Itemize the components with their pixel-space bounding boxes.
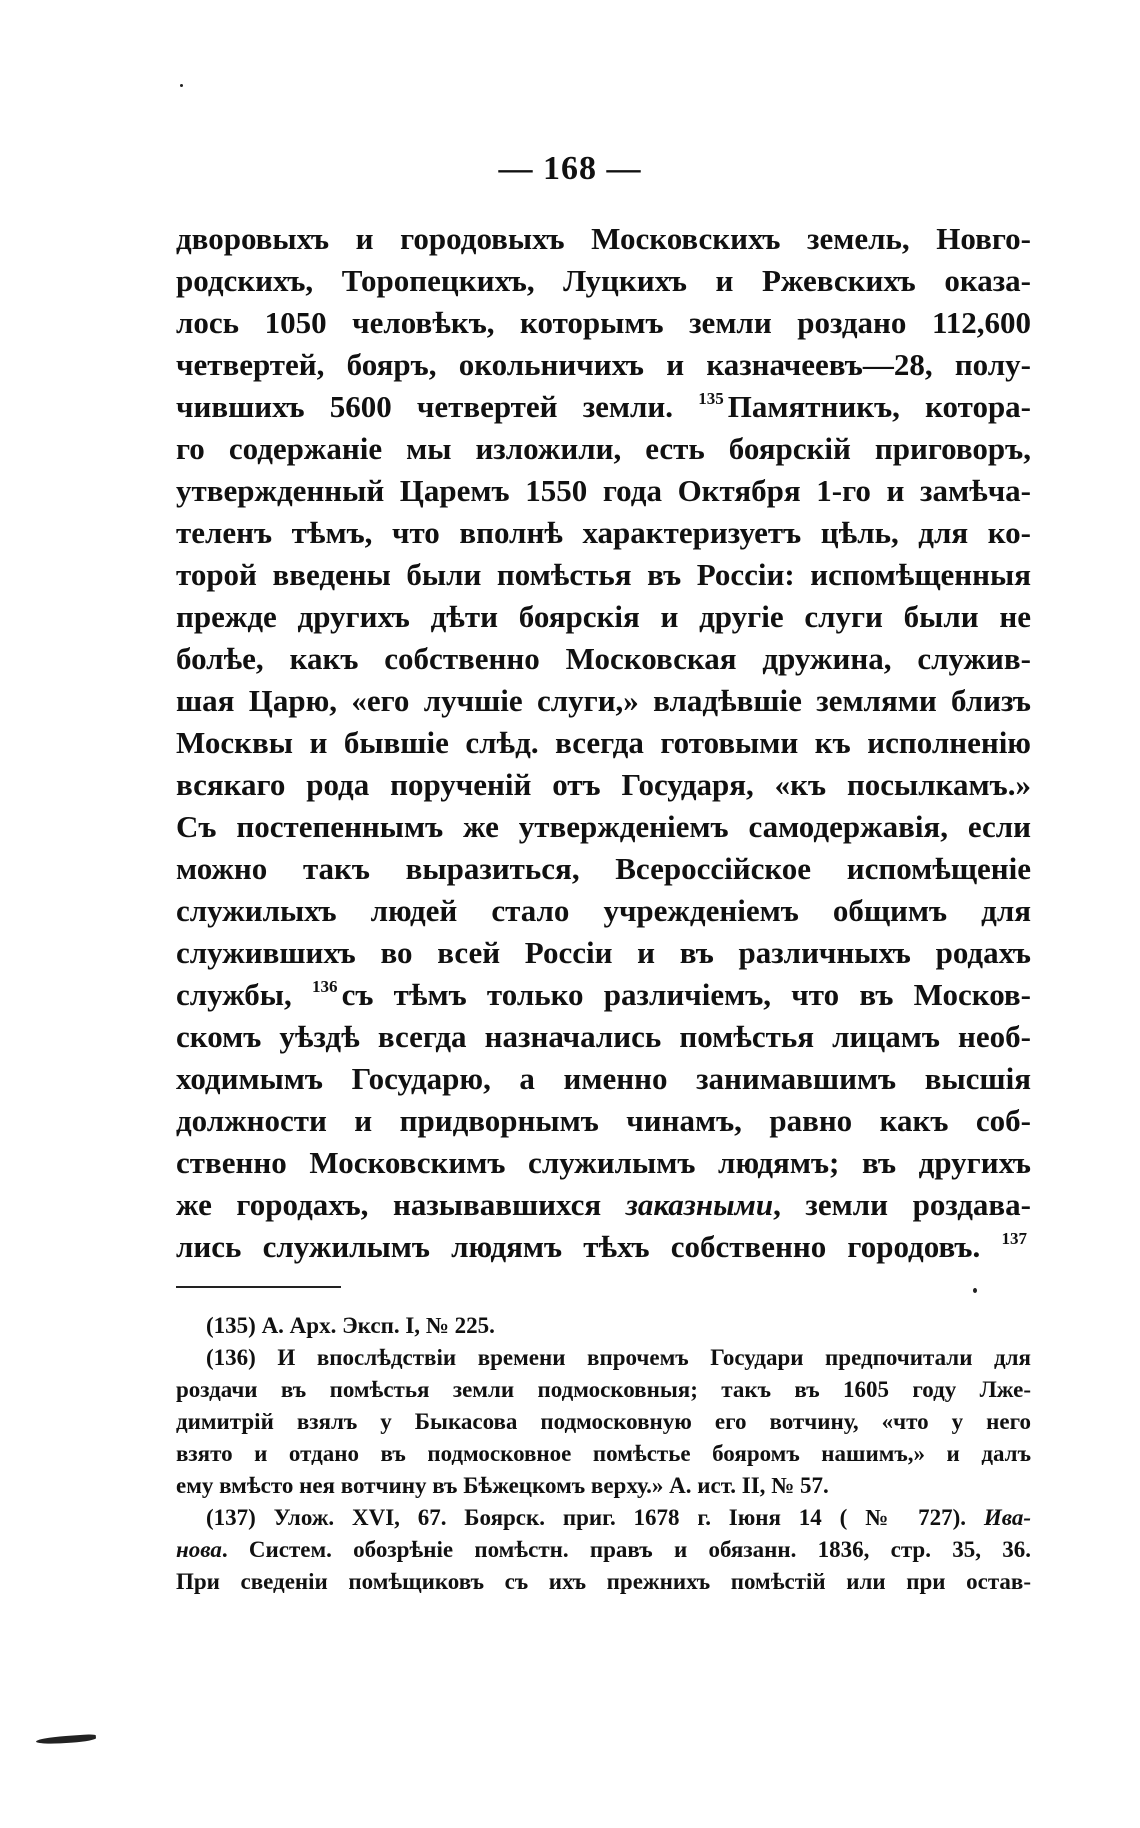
text-line [176,1566,1031,1598]
text-segment: взято и отдано въ подмосковное помѣстье бояромъ нашимъ,» и далъ [176,1441,1031,1466]
footnote [176,1342,1031,1502]
text-segment: прежде другихъ дѣти боярскія и другіе слуги были не [176,599,1031,634]
text-line [176,470,1031,512]
text-line [176,1100,1031,1142]
footnote-rule [176,1286,341,1288]
italic-text: заказными [625,1187,774,1222]
text-segment: можно такъ выразиться, Всероссійское испомѣщеніе [176,851,1031,886]
text-line [176,638,1031,680]
text-line [176,344,1031,386]
text-line [176,764,1031,806]
footnotes [176,1310,1031,1598]
body-text [176,218,1031,1268]
text-line [176,386,1031,428]
text-line [176,218,1031,260]
text-segment: Москвы и бывшіе слѣд. всегда готовыми къ исполненію [176,725,1031,760]
text-line [176,302,1031,344]
text-line [176,1470,1031,1502]
text-line [176,1406,1031,1438]
text-segment: . Систем. обозрѣніе помѣстн. правъ и обязанн. 1836, стр. 35, 36. [221,1537,1031,1562]
text-line [176,1310,1031,1342]
text-segment: торой введены были помѣстья въ Россіи: испомѣщенныя [176,557,1031,592]
footnote [176,1502,1031,1598]
text-segment: же городахъ, называвшихся [176,1187,626,1222]
text-line [176,1502,1031,1534]
text-segment: димитрій взялъ у Быкасова подмосковную его вотчину, «что у него [176,1409,1031,1434]
italic-text: Ива- [983,1505,1031,1530]
text-segment: чившихъ 5600 четвертей земли. [176,389,699,424]
text-segment: , земли роздава- [773,1187,1031,1222]
footnote-reference: 137 [1001,1229,1027,1249]
text-segment: болѣе, какъ собственно Московская дружина, служив- [176,641,1031,676]
text-line [176,1016,1031,1058]
text-line [176,554,1031,596]
text-segment: должности и придворнымъ чинамъ, равно какъ соб- [176,1103,1031,1138]
text-segment: всякаго рода порученій отъ Государя, «къ посылкамъ.» [176,767,1031,802]
page-number: — 168 — [498,150,642,187]
text-segment: съ тѣмъ только различіемъ, что въ Москов- [341,977,1031,1012]
text-line [176,1058,1031,1100]
text-segment: (136) И впослѣдствіи времени впрочемъ Государи предпочитали для [206,1345,1031,1370]
text-segment: го содержаніе мы изложили, есть боярскій приговоръ, [176,431,1031,466]
text-line [176,722,1031,764]
footnote [176,1310,1031,1342]
text-line [176,1374,1031,1406]
text-segment: дворовыхъ и городовыхъ Московскихъ земель, Новго- [176,221,1031,256]
text-line [176,596,1031,638]
text-segment: родскихъ, Торопецкихъ, Луцкихъ и Ржевскихъ оказа- [176,263,1031,298]
scan-speck [180,84,183,87]
text-segment: Памятникъ, котора- [727,389,1032,424]
text-segment: скомъ уѣздѣ всегда назначались помѣстья лицамъ необ- [176,1019,1031,1054]
footnote-reference: 136 [312,977,338,997]
text-line [176,848,1031,890]
text-segment: ходимымъ Государю, а именно занимавшимъ высшія [176,1061,1031,1096]
text-line [176,890,1031,932]
text-line [176,1184,1031,1226]
text-segment: служилыхъ людей стало учрежденіемъ общимъ для [176,893,1031,928]
text-segment: Съ постепеннымъ же утвержденіемъ самодержавія, если [176,809,1031,844]
text-segment: четвертей, бояръ, окольничихъ и казначеевъ—28, полу- [176,347,1031,382]
text-line [176,1142,1031,1184]
text-line [176,428,1031,470]
text-segment: утвержденный Царемъ 1550 года Октября 1-го и замѣча- [176,473,1031,508]
text-segment: службы, [176,977,313,1012]
text-segment: служившихъ во всей Россіи и въ различныхъ родахъ [176,935,1031,970]
text-segment: теленъ тѣмъ, что вполнѣ характеризуетъ цѣль, для ко- [176,515,1031,550]
text-segment: При сведеніи помѣщиковъ съ ихъ прежнихъ помѣстій или при остав- [176,1569,1031,1594]
text-segment: ственно Московскимъ служилымъ людямъ; въ другихъ [176,1145,1031,1180]
text-line [176,1226,1031,1268]
text-line [176,512,1031,554]
text-segment: (135) А. Арх. Эксп. I, № 225. [206,1313,495,1338]
scan-speck [973,1288,977,1293]
scan-smudge [36,1734,96,1745]
text-line [176,974,1031,1016]
text-segment: (137) Улож. XVI, 67. Боярск. приг. 1678 г. Іюня 14 ( № 727). [206,1505,984,1530]
italic-text: нова [176,1537,222,1562]
text-line [176,1534,1031,1566]
text-segment: роздачи въ помѣстья земли подмосковныя; такъ въ 1605 году Лже- [176,1377,1031,1402]
footnote-reference: 135 [698,389,724,409]
text-line [176,1342,1031,1374]
text-segment: шая Царю, «его лучшіе слуги,» владѣвшіе землями близъ [176,683,1031,718]
text-line [176,1438,1031,1470]
text-line [176,260,1031,302]
text-line [176,932,1031,974]
text-line [176,680,1031,722]
text-segment: лись служилымъ людямъ тѣхъ собственно городовъ. [176,1229,1002,1264]
text-segment: ему вмѣсто нея вотчину въ Бѣжецкомъ верху.» А. ист. II, № 57. [176,1473,829,1498]
text-segment: лось 1050 человѣкъ, которымъ земли роздано 112,600 [176,305,1031,340]
text-line [176,806,1031,848]
